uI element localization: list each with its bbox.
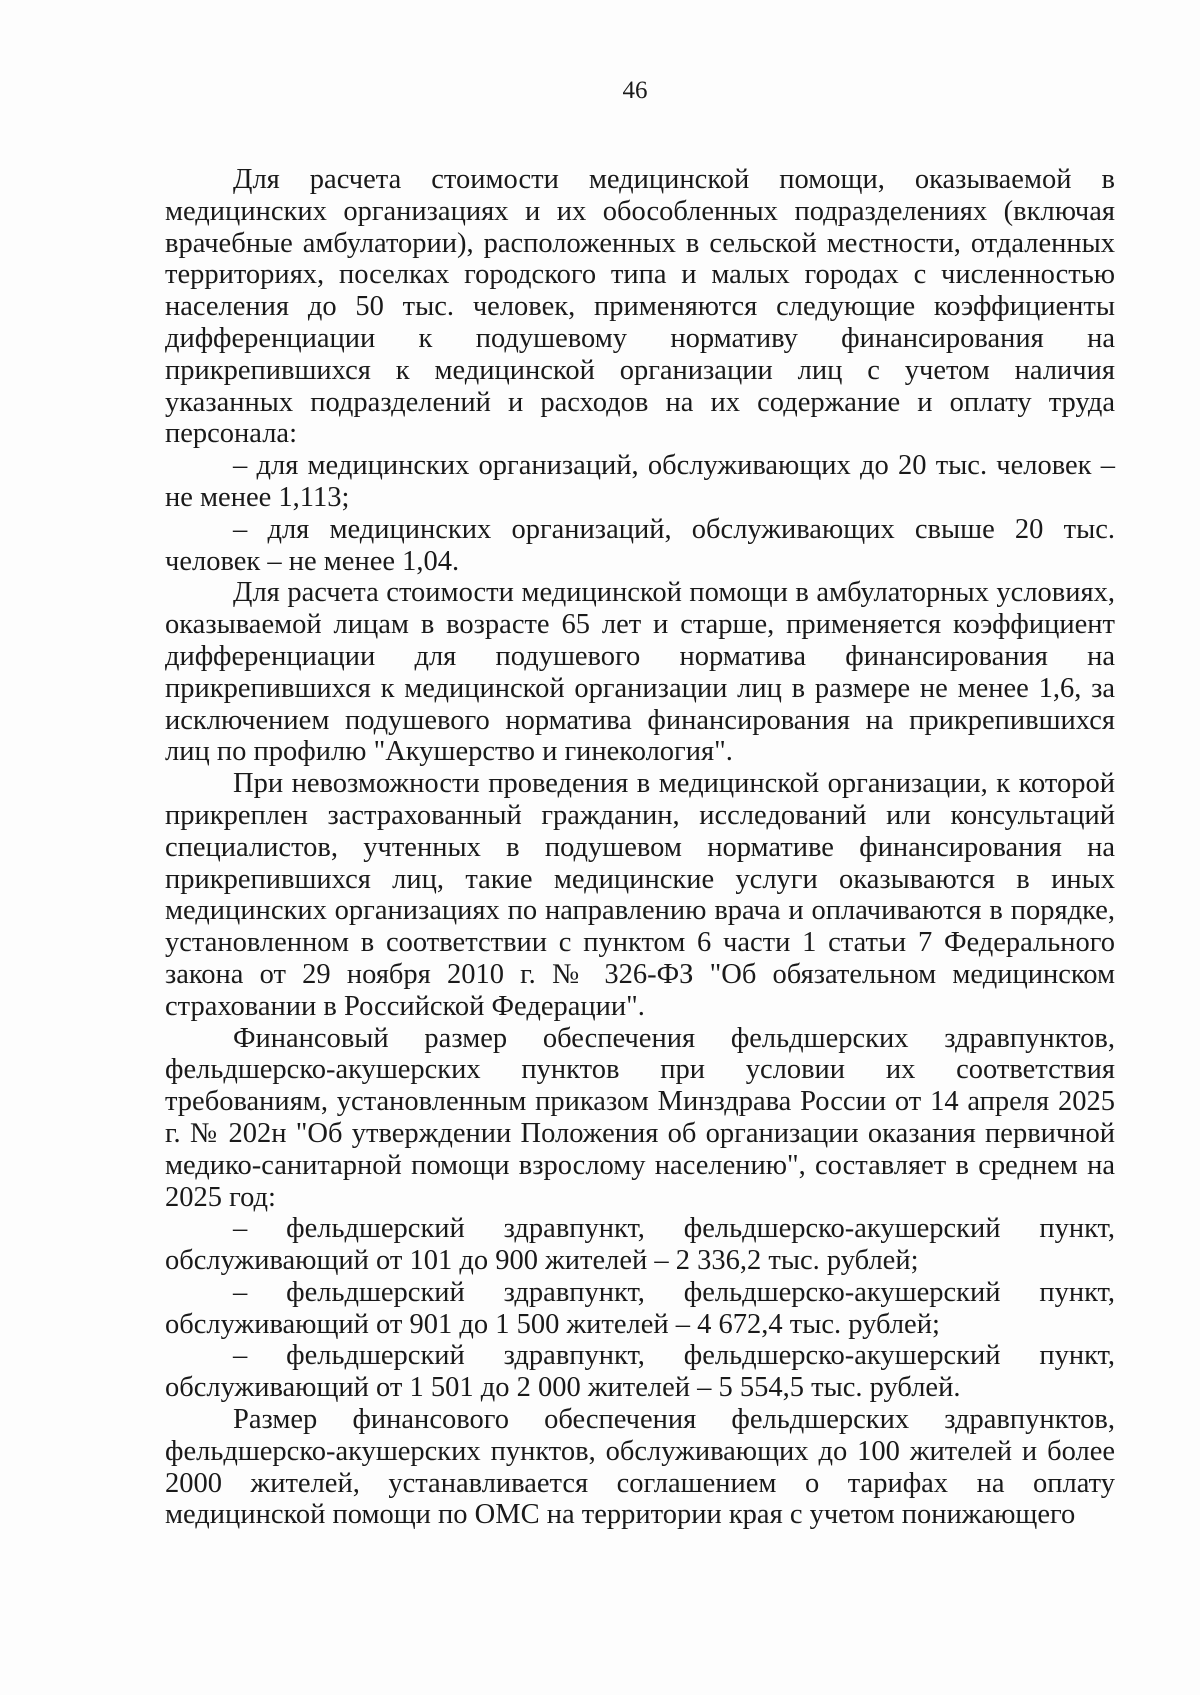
list-item-901-1500: – фельдшерский здравпункт, фельдшерско-акушерский пункт, обслуживающий от 901 до 1 500 жителей – 4 672,4 тыс. рублей; bbox=[165, 1276, 1115, 1340]
paragraph-age-65-coefficient: Для расчета стоимости медицинской помощи в амбулаторных условиях, оказываемой лицам в возрасте 65 лет и старше, применяется коэффициент дифференциации для подушевого норматива финансирования на прикрепившихся к медицинской организации лиц в размере не менее 1,6, за исключением подушевого норматива финансирования на прикрепившихся лиц по профилю "Акушерство и гинекология". bbox=[165, 577, 1115, 768]
paragraph-feldsher-funding: Финансовый размер обеспечения фельдшерских здравпунктов, фельдшерско-акушерских пунктов при условии их соответствия требованиям, установленным приказом Минздрава России от 14 апреля 2025 г. № 202н "Об утверждении Положения об организации оказания первичной медико-санитарной помощи взрослому населению", составляет в среднем на 2025 год: bbox=[165, 1022, 1115, 1213]
paragraph-referral-services: При невозможности проведения в медицинской организации, к которой прикреплен застрахованный гражданин, исследований или консультаций специалистов, учтенных в подушевом нормативе финансирования на прикрепившихся лиц, такие медицинские услуги оказываются в иных медицинских организациях по направлению врача и оплачиваются в порядке, установленном в соответствии с пунктом 6 части 1 статьи 7 Федерального закона от 29 ноября 2010 г. № 326-ФЗ "Об обязательном медицинском страховании в Российской Федерации". bbox=[165, 768, 1115, 1022]
page-number: 46 bbox=[622, 77, 648, 104]
paragraph-tariff-agreement: Размер финансового обеспечения фельдшерских здравпунктов, фельдшерско-акушерских пунктов, обслуживающих до 100 жителей и более 2000 жителей, устанавливается соглашением о тарифах на оплату медицинской помощи по ОМС на территории края с учетом понижающего bbox=[165, 1404, 1115, 1531]
list-item-up-to-20k: – для медицинских организаций, обслуживающих до 20 тыс. человек – не менее 1,113; bbox=[165, 450, 1115, 513]
list-item-over-20k: – для медицинских организаций, обслуживающих свыше 20 тыс. человек – не менее 1,04. bbox=[165, 513, 1115, 577]
list-item-1501-2000: – фельдшерский здравпункт, фельдшерско-акушерский пункт, обслуживающий от 1 501 до 2 000 жителей – 5 554,5 тыс. рублей. bbox=[165, 1340, 1115, 1404]
list-item-101-900: – фельдшерский здравпункт, фельдшерско-акушерский пункт, обслуживающий от 101 до 900 жителей – 2 336,2 тыс. рублей; bbox=[165, 1213, 1115, 1277]
paragraph-rural-coefficients: Для расчета стоимости медицинской помощи, оказываемой в медицинских организациях и их обособленных подразделениях (включая врачебные амбулатории), расположенных в сельской местности, отдаленных территориях, поселках городского типа и малых городах с численностью населения до 50 тыс. человек, применяются следующие коэффициенты дифференциации к подушевому нормативу финансирования на прикрепившихся к медицинской организации лиц с учетом наличия указанных подразделений и расходов на их содержание и оплату труда персонала: bbox=[165, 164, 1115, 450]
document-body bbox=[165, 164, 1115, 1531]
